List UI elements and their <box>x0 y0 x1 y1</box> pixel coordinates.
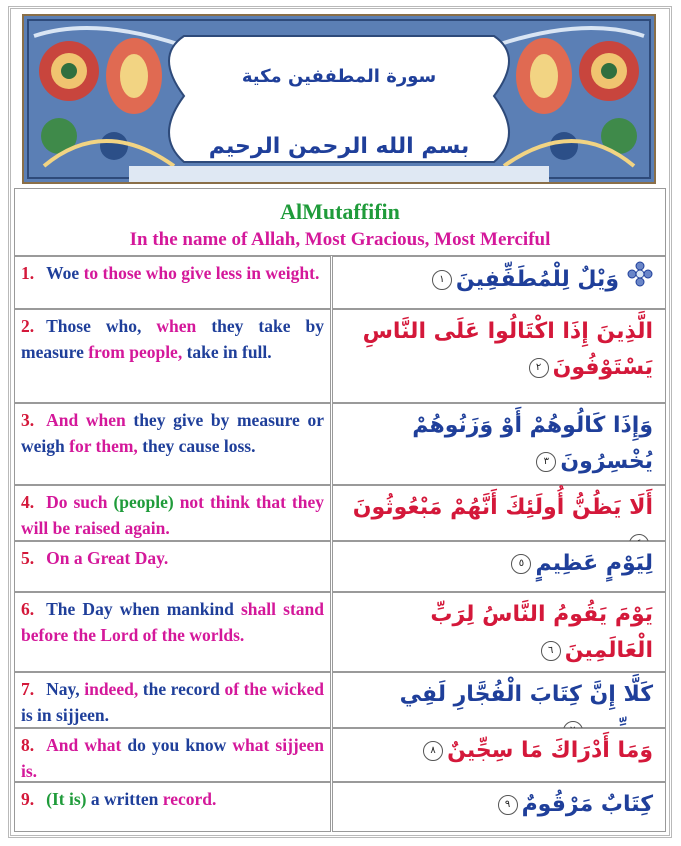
translation-segment: On a Great Day. <box>46 548 169 568</box>
basmala-translation: In the name of Allah, Most Gracious, Most Merciful <box>129 229 551 250</box>
verse-arabic <box>332 485 666 541</box>
verse-translation <box>14 309 331 403</box>
arabic-text: كِتَابٌ مَرْقُومٌ <box>521 792 653 817</box>
bismillah-calligraphy: بسم الله الرحمن الرحيم <box>208 134 470 159</box>
arabic-text: أَلَا يَظُنُّ أُولَئِكَ أَنَّهُمْ مَبْعُوثُونَ <box>352 495 653 520</box>
surah-banner <box>22 14 656 184</box>
ayah-marker-icon: ٦ <box>541 641 561 661</box>
translation-segment: of the wicked <box>224 679 324 699</box>
arabic-text: كَلَّا إِنَّ كِتَابَ الْفُجَّارِ لَفِي <box>399 682 653 707</box>
verse-row <box>14 782 666 832</box>
verse-arabic <box>332 592 666 672</box>
verse-row <box>14 672 666 728</box>
verse-number: 4. <box>21 492 35 512</box>
verse-number: 9. <box>21 789 35 809</box>
translation-segment: to those who give less in weight. <box>83 263 320 283</box>
verse-row <box>14 256 666 309</box>
translation-segment: do you know <box>127 735 233 755</box>
translation-segment: indeed, <box>84 679 143 699</box>
verse-row <box>14 403 666 485</box>
flower-ornament-icon <box>627 261 653 299</box>
translation-segment: when <box>156 316 212 336</box>
verse-row <box>14 485 666 541</box>
translation-segment: Woe <box>46 263 84 283</box>
verse-translation <box>14 592 331 672</box>
translation-segment: take in full. <box>186 342 272 362</box>
translation-segment: Nay, <box>46 679 85 699</box>
translation-segment: they cause loss. <box>142 436 256 456</box>
arabic-text: وَإِذَا كَالُوهُمْ أَوْ وَزَنُوهُمْ يُخْسِرُونَ <box>412 413 653 474</box>
arabic-text: لِيَوْمٍ عَظِيمٍ <box>535 551 653 576</box>
translation-segment: from people, <box>88 342 187 362</box>
ayah-marker-icon: ١ <box>432 270 452 290</box>
verse-number: 5. <box>21 548 35 568</box>
translation-segment: the record <box>142 679 225 699</box>
ayah-marker-icon: ٨ <box>423 741 443 761</box>
ayah-marker-icon: ٩ <box>498 795 518 815</box>
verse-row <box>14 592 666 672</box>
verse-number: 3. <box>21 410 35 430</box>
translation-segment: And what <box>46 735 128 755</box>
surah-name-calligraphy: سورة المطففين مكية <box>241 66 437 87</box>
translation-segment: they take by measure <box>21 316 325 362</box>
translation-segment: (It is) <box>46 789 91 809</box>
surah-title: AlMutaffifin <box>280 199 400 224</box>
translation-segment: for them, <box>69 436 143 456</box>
translation-segment: Those who, <box>46 316 157 336</box>
translation-segment: record. <box>162 789 217 809</box>
verse-arabic <box>332 672 666 728</box>
verse-translation <box>14 672 331 728</box>
ayah-marker-icon: ٢ <box>529 358 549 378</box>
translation-segment: a written <box>90 789 163 809</box>
arabic-text: الَّذِينَ إِذَا اكْتَالُوا عَلَى النَّاسِ يَسْتَوْفُونَ <box>362 319 653 380</box>
verse-translation <box>14 782 331 832</box>
verse-translation <box>14 728 331 782</box>
verse-arabic <box>332 728 666 782</box>
verse-arabic <box>332 782 666 832</box>
verse-number: 2. <box>21 316 35 336</box>
verse-arabic <box>332 256 666 309</box>
verse-row <box>14 309 666 403</box>
verse-arabic <box>332 541 666 592</box>
verse-number: 8. <box>21 735 35 755</box>
verse-number: 6. <box>21 599 35 619</box>
verse-translation <box>14 485 331 541</box>
verse-arabic <box>332 403 666 485</box>
verse-translation <box>14 541 331 592</box>
arabic-text: يَوْمَ يَقُومُ النَّاسُ لِرَبِّ الْعَالَمِينَ <box>430 602 653 663</box>
arabic-text: وَيْلٌ لِلْمُطَفِّفِينَ <box>455 267 619 292</box>
translation-segment: (people) <box>113 492 180 512</box>
verse-row <box>14 541 666 592</box>
translation-segment: And when <box>46 410 134 430</box>
verse-translation <box>14 403 331 485</box>
ayah-marker-icon: ٥ <box>511 554 531 574</box>
translation-segment: Do such <box>46 492 114 512</box>
translation-segment: is in sijjeen. <box>21 705 109 725</box>
translation-segment: they give by measure or weigh <box>21 410 324 456</box>
arabic-text: وَمَا أَدْرَاكَ مَا سِجِّينٌ <box>447 738 653 763</box>
translation-segment: The Day when mankind <box>46 599 241 619</box>
verse-row <box>14 728 666 782</box>
ayah-marker-icon: ٣ <box>536 452 556 472</box>
translation-segment: not think that they will be raised again. <box>21 492 324 538</box>
title-block <box>14 188 666 256</box>
verse-translation <box>14 256 331 309</box>
verse-arabic <box>332 309 666 403</box>
translation-segment: what sijjeen is. <box>21 735 324 781</box>
translation-segment: shall stand before the Lord of the worlds. <box>21 599 324 645</box>
verse-number: 7. <box>21 679 35 699</box>
verse-number: 1. <box>21 263 35 283</box>
